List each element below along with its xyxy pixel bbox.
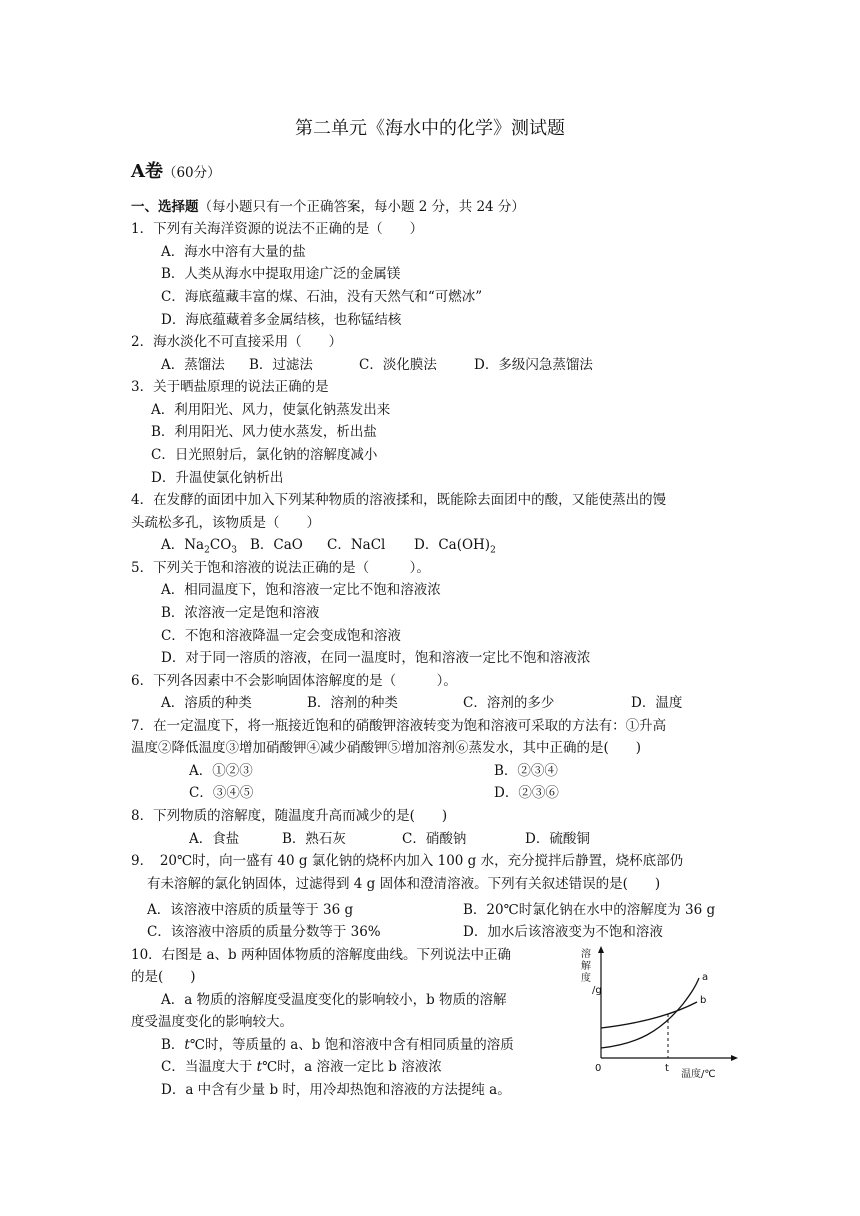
q1-stem: 1．下列有关海洋资源的说法不正确的是（ ） bbox=[131, 221, 424, 237]
section-a-label: A卷 bbox=[131, 161, 163, 182]
q4-a-sub1: 2 bbox=[204, 545, 210, 556]
q9-option-b: B．20℃时氯化钠在水中的溶解度为 36 g bbox=[463, 902, 716, 918]
q6-option-a: A．溶质的种类 bbox=[161, 695, 252, 711]
chart-x-arrow bbox=[731, 1055, 738, 1061]
q4-d-text: D．Ca(OH) bbox=[414, 537, 491, 553]
q10-option-a-line1: A．a 物质的溶解度受温度变化的影响较小，b 物质的溶解 bbox=[161, 992, 507, 1008]
q10-stem-line2: 的是( ) bbox=[131, 969, 196, 985]
q10-b-t: t bbox=[184, 1037, 190, 1053]
q1-option-a: A．海水中溶有大量的盐 bbox=[161, 244, 306, 260]
part1-heading-line bbox=[131, 198, 525, 216]
series-b-label: b bbox=[700, 995, 707, 1006]
q9-option-a: A．该溶液中溶质的质量等于 36 g bbox=[147, 902, 354, 918]
q5-option-a: A．相同温度下，饱和溶液一定比不饱和溶液浓 bbox=[161, 582, 441, 598]
chart-x-tick-t: t bbox=[665, 1063, 669, 1074]
chart-y-arrow bbox=[598, 946, 604, 953]
q1-option-d: D．海底蕴藏着多金属结核，也称锰结核 bbox=[161, 312, 402, 328]
q10-option-b bbox=[161, 1036, 514, 1054]
q4-a-text: A．Na bbox=[161, 537, 205, 553]
chart-ylabel-3: 度 bbox=[581, 973, 591, 984]
q8-option-c: C．硝酸钠 bbox=[402, 831, 467, 847]
q3-option-c: C．日光照射后，氯化钠的溶解度减小 bbox=[151, 447, 378, 463]
part1-note: （每小题只有一个正确答案，每小题 2 分，共 24 分） bbox=[198, 199, 525, 215]
q2-option-b: B．过滤法 bbox=[249, 357, 313, 373]
q4-stem-line2: 头疏松多孔，该物质是（ ） bbox=[131, 515, 320, 531]
q7-option-c: C．③④⑤ bbox=[189, 785, 254, 801]
q6-stem: 6．下列各因素中不会影响固体溶解度的是（ ）。 bbox=[131, 673, 457, 689]
series-a-label: a bbox=[702, 972, 709, 983]
q3-option-a: A．利用阳光、风力，使氯化钠蒸发出来 bbox=[151, 402, 391, 418]
q10-c-prefix: C．当温度大于 bbox=[161, 1059, 257, 1075]
q6-option-b: B．溶剂的种类 bbox=[307, 695, 398, 711]
q7-stem-line1: 7．在一定温度下，将一瓶接近饱和的硝酸钾溶液转变为饱和溶液可采取的方法有：①升高 bbox=[131, 718, 667, 734]
chart-ylabel-1: 溶 bbox=[581, 949, 591, 960]
q9-stem-line1: 9． 20℃时，向一盛有 40 g 氯化钠的烧杯内加入 100 g 水，充分搅拌后静置，烧杯底部仍 bbox=[131, 853, 684, 869]
q10-option-a-line2: 度受温度变化的影响较大。 bbox=[131, 1014, 293, 1030]
q3-option-d: D．升温使氯化钠析出 bbox=[151, 470, 284, 486]
q3-stem: 3．关于晒盐原理的说法正确的是 bbox=[131, 379, 329, 395]
q5-option-c: C．不饱和溶液降温一定会变成饱和溶液 bbox=[161, 628, 401, 644]
chart-origin-label: 0 bbox=[595, 1063, 602, 1074]
q10-stem-line1: 10．右图是 a、b 两种固体物质的溶解度曲线。下列说法中正确 bbox=[131, 947, 511, 963]
solubility-curve-chart bbox=[575, 944, 745, 1086]
q6-option-d: D．温度 bbox=[631, 695, 683, 711]
q8-option-b: B．熟石灰 bbox=[282, 831, 346, 847]
chart-ylabel-4: /g bbox=[592, 985, 602, 996]
q8-option-a: A．食盐 bbox=[189, 831, 240, 847]
q10-c-text: ℃时，a 溶液一定比 b 溶液浓 bbox=[262, 1059, 442, 1075]
section-a-heading bbox=[131, 160, 221, 185]
q9-option-c: C．该溶液中溶质的质量分数等于 36% bbox=[147, 924, 381, 940]
q9-stem-line2: 有未溶解的氯化钠固体，过滤得到 4 g 固体和澄清溶液。下列有关叙述错误的是( ) bbox=[147, 876, 661, 892]
q7-option-d: D．②③⑥ bbox=[494, 785, 559, 801]
q4-option-d bbox=[414, 536, 496, 560]
q10-b-text: ℃时，等质量的 a、b 饱和溶液中含有相同质量的溶质 bbox=[189, 1037, 514, 1053]
q3-option-b: B．利用阳光、风力使水蒸发，析出盐 bbox=[151, 424, 377, 440]
q4-option-c: C．NaCl bbox=[327, 537, 386, 553]
q4-a-sub2: 3 bbox=[231, 545, 237, 556]
series-b-line bbox=[601, 1002, 697, 1028]
q10-c-t: t bbox=[256, 1059, 263, 1075]
q10-option-c bbox=[161, 1058, 442, 1076]
q1-option-b: B．人类从海水中提取用途广泛的金属镁 bbox=[161, 266, 401, 282]
q10-b-prefix: B． bbox=[161, 1037, 185, 1053]
q7-stem-line2: 温度②降低温度③增加硝酸钾④减少硝酸钾⑤增加溶剂⑥蒸发水，其中正确的是( ) bbox=[131, 740, 642, 756]
q7-option-b: B．②③④ bbox=[494, 763, 558, 779]
q6-option-c: C．溶剂的多少 bbox=[463, 695, 555, 711]
q8-option-d: D．硫酸铜 bbox=[525, 831, 590, 847]
q5-stem: 5．下列关于饱和溶液的说法正确的是（ ）。 bbox=[131, 560, 430, 576]
part1-heading: 一、选择题 bbox=[131, 199, 199, 215]
q4-option-a bbox=[161, 536, 237, 560]
q4-option-b: B．CaO bbox=[250, 537, 303, 553]
q2-option-a: A．蒸馏法 bbox=[161, 357, 225, 373]
q8-stem: 8．下列物质的溶解度，随温度升高而减少的是( ) bbox=[131, 808, 448, 824]
q2-option-d: D．多级闪急蒸馏法 bbox=[474, 357, 593, 373]
chart-xlabel: 温度/℃ bbox=[681, 1069, 716, 1080]
q4-a-mid: CO bbox=[209, 537, 232, 553]
q2-stem: 2．海水淡化不可直接采用（ ） bbox=[131, 334, 343, 350]
section-a-score: （60分） bbox=[162, 165, 221, 181]
solubility-chart-svg bbox=[575, 944, 745, 1086]
q7-option-a: A．①②③ bbox=[189, 763, 253, 779]
page-title: 第二单元《海水中的化学》测试题 bbox=[295, 118, 565, 139]
q1-option-c: C．海底蕴藏丰富的煤、石油，没有天然气和“可燃冰” bbox=[161, 289, 483, 305]
q9-option-d: D．加水后该溶液变为不饱和溶液 bbox=[463, 924, 663, 940]
q5-option-b: B．浓溶液一定是饱和溶液 bbox=[161, 605, 320, 621]
q4-d-sub: 2 bbox=[490, 545, 496, 556]
q4-stem-line1: 4．在发酵的面团中加入下列某种物质的溶液揉和，既能除去面团中的酸，又能使蒸出的馒 bbox=[131, 492, 667, 508]
series-a-line bbox=[601, 978, 699, 1048]
q2-option-c: C．淡化膜法 bbox=[359, 357, 437, 373]
q10-option-d: D．a 中含有少量 b 时，用冷却热饱和溶液的方法提纯 a。 bbox=[161, 1082, 511, 1098]
q5-option-d: D．对于同一溶质的溶液，在同一温度时，饱和溶液一定比不饱和溶液浓 bbox=[161, 650, 591, 666]
chart-ylabel-2: 解 bbox=[581, 961, 591, 972]
